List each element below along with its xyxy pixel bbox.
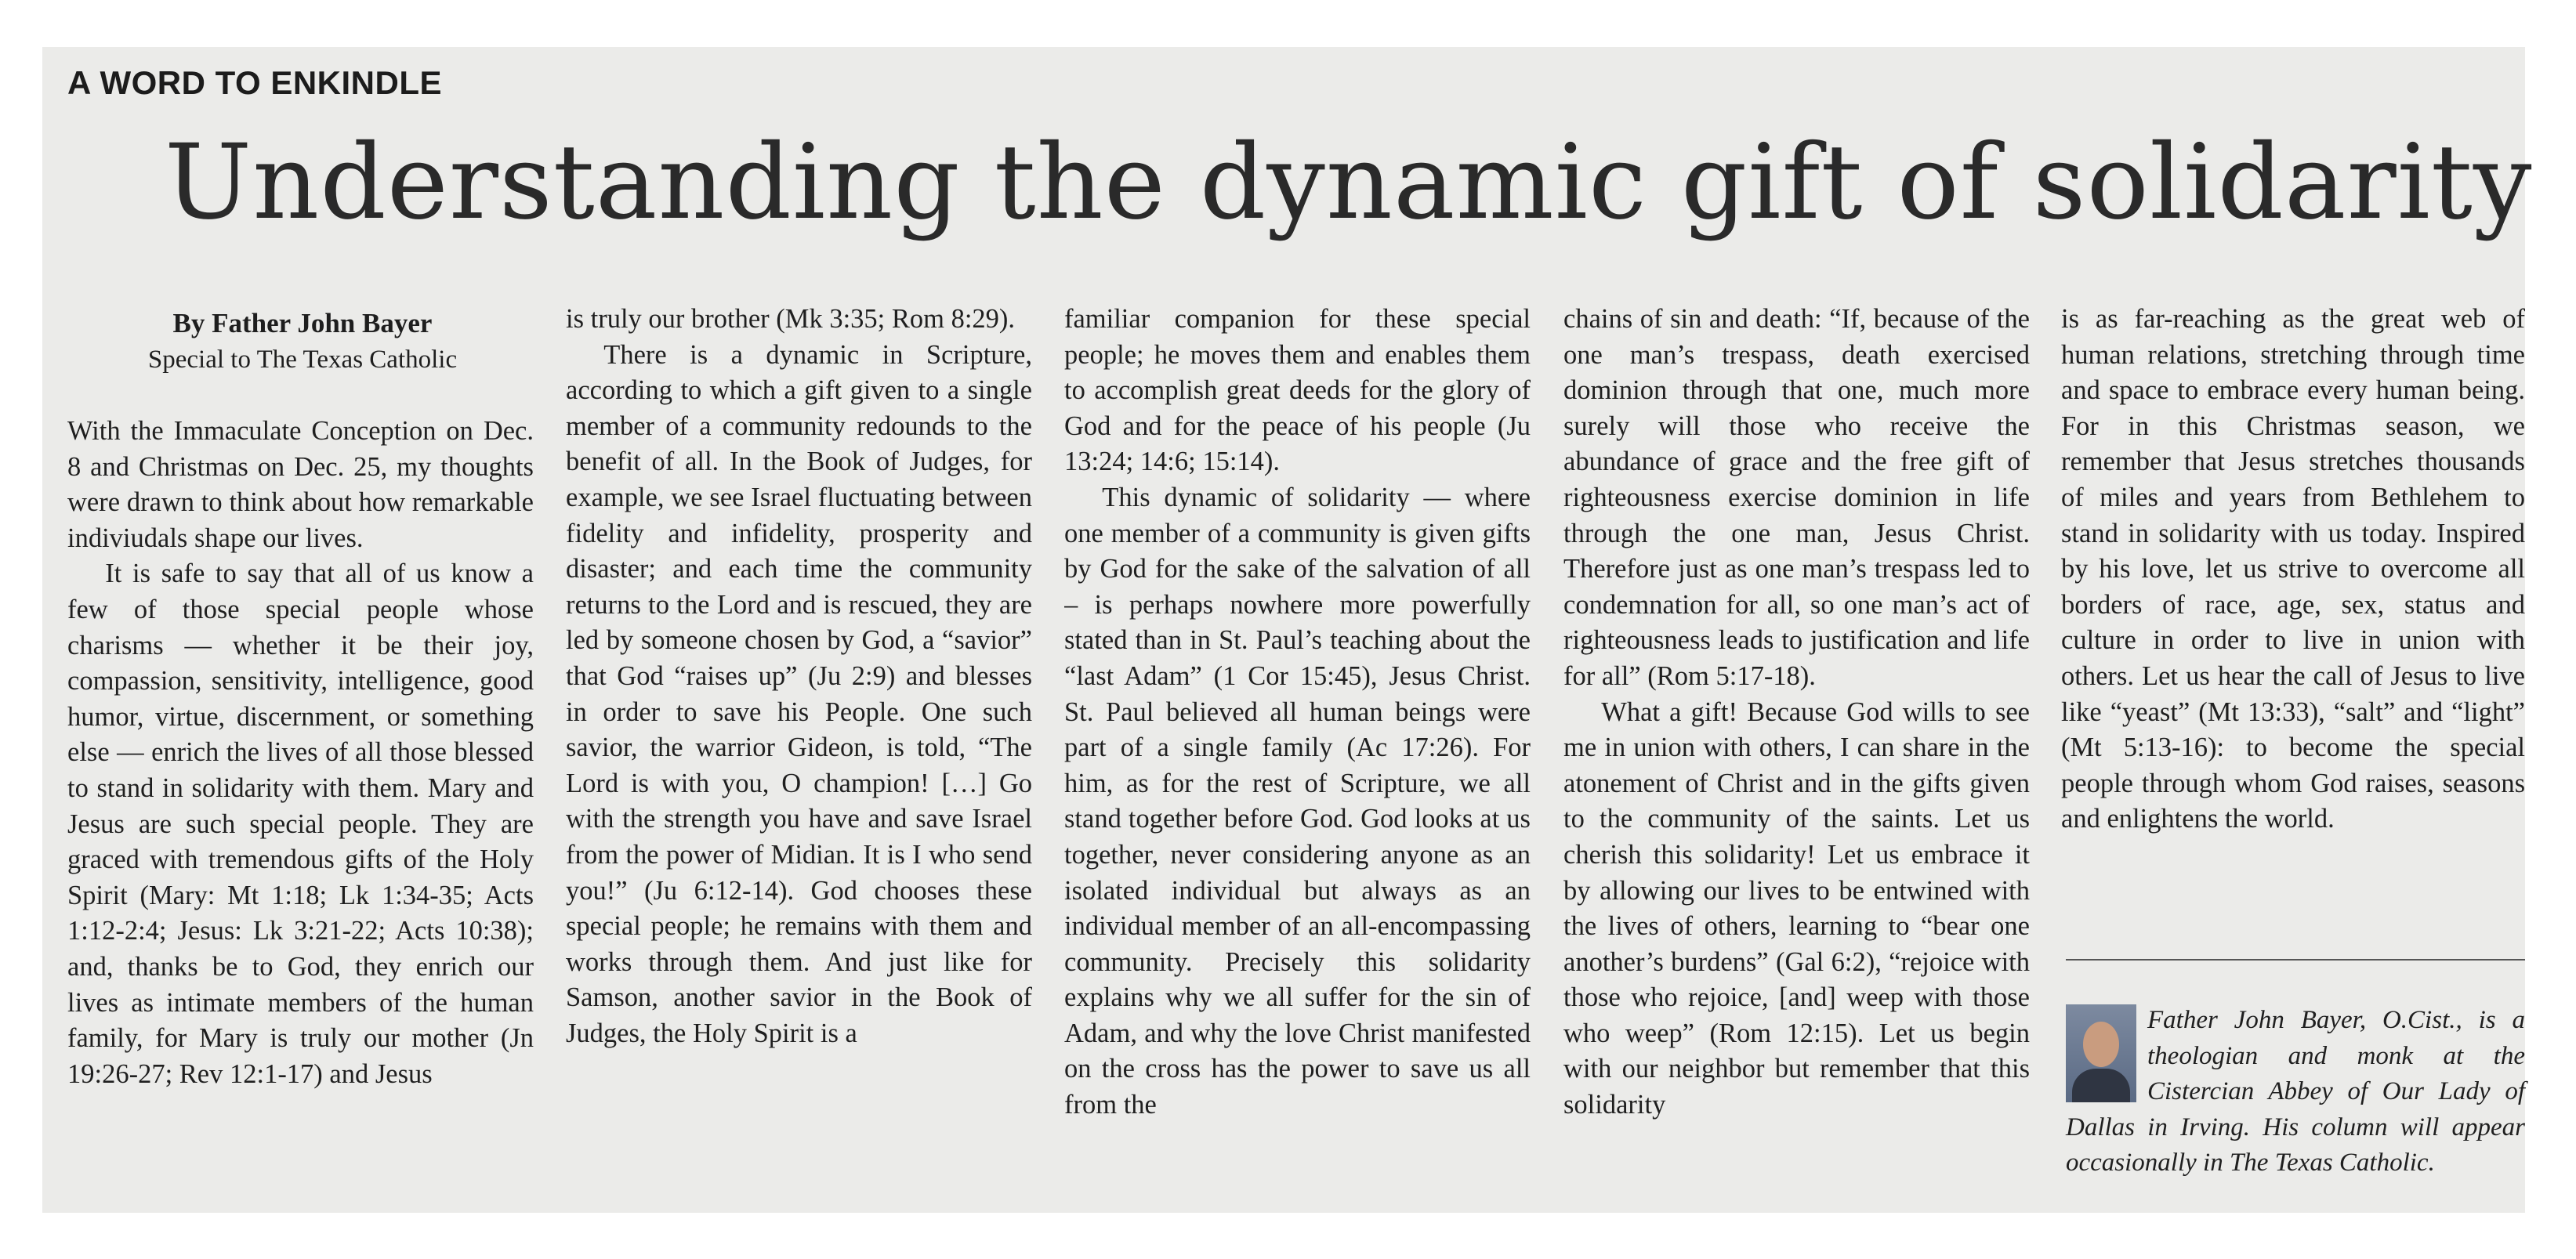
paragraph: This dynamic of solidarity — where one member of a community is given gifts by God for the sake of the salvation of all – is perhaps nowhere more powerfully stated than in St. Paul’s teaching about the “last Adam” (1 Cor 15:45), Jesus Christ. St. Paul believed all human beings were part of a single family (Ac 17:26). For him, as for the rest of Scripture, we all stand together before God. God looks at us together, never considering anyone as an isolated individual but always as an individual member of an all-encompassing community. Precisely this solidarity explains why we all suffer for the sin of Adam, and why the love Christ manifested on the cross has the power to save us all from the (1064, 482, 1531, 1120)
divider (2066, 959, 2525, 961)
author-bio-text: Father John Bayer, O.Cist., is a theologian and monk at the Cistercian Abbey of Our Lady of Dallas in Irving. His column will appear occasionally in The Texas Catholic. (2066, 1006, 2525, 1178)
article-column-4 (1563, 302, 2030, 1203)
photo-spacer (2066, 1003, 2147, 1106)
byline (67, 306, 538, 378)
paragraph: familiar companion for these special people; he moves them and enables them to accomplish great deeds for the glory of God and for the peace of his people (Ju 13:24; 14:6; 15:14). (1064, 304, 1531, 477)
paragraph: With the Immaculate Conception on Dec. 8 and Christmas on Dec. 25, my thoughts were drawn to think about how remarkable indiviudals shape our lives. (67, 416, 534, 553)
paragraph: is as far-reaching as the great web of human relations, stretching through time and space to embrace every human being. For in this Christmas season, we remember that Jesus stretches thousands of miles and years from Bethlehem to stand in solidarity with us today. Inspired by his love, let us strive to overcome all borders of race, age, sex, status and culture in order to live in union with others. Let us hear the call of Jesus to live like “yeast” (Mt 13:33), “salt” and “light” (Mt 5:13-16): to become the special people through whom God raises, seasons and enlightens the world. (2061, 304, 2525, 834)
paragraph: chains of sin and death: “If, because of the one man’s trespass, death exercised dominion through that one, much more surely will those who receive the abundance of grace and the free gift of righteousness exercise dominion in life through the one man, Jesus Christ. Therefore just as one man’s trespass led to condemnation for all, so one man’s act of righteousness leads to justification and life for all” (Rom 5:17-18). (1563, 304, 2030, 691)
section-label: A WORD TO ENKINDLE (67, 64, 442, 101)
article-column-3 (1064, 302, 1531, 1203)
paragraph: It is safe to say that all of us know a few of those special people whose charisms — whether it be their joy, compassion, sensitivity, intelligence, good humor, virtue, discernment, or something else — enrich the lives of all those blessed to stand in solidarity with them. Mary and Jesus are such special people. They are graced with tremendous gifts of the Holy Spirit (Mary: Mt 1:18; Lk 1:34-35; Acts 1:12-2:4; Jesus: Lk 3:21-22; Acts 10:38); and, thanks be to God, they enrich our lives as intimate members of the human family, for Mary is truly our mother (Jn 19:26-27; Rev 12:1-17) and Jesus (67, 559, 534, 1089)
byline-affiliation: Special to The Texas Catholic (147, 346, 458, 374)
article-column-5 (2061, 302, 2525, 928)
article-column-1 (67, 414, 534, 1205)
paragraph: is truly our brother (Mk 3:35; Rom 8:29). (566, 304, 1016, 334)
article-column-2 (566, 302, 1032, 1203)
headline: Understanding the dynamic gift of solidarity (165, 122, 2533, 243)
author-bio (2066, 1003, 2525, 1181)
paragraph: What a gift! Because God wills to see me in union with others, I can share in the atonement of Christ and in the gifts given to the community of the saints. Let us cherish this solidarity! Let us embrace it by allowing our lives to be entwined with the lives of others, learning to “bear one another’s burdens” (Gal 6:2), “rejoice with those who rejoice, [and] weep with those who weep” (Rom 12:15). Let us begin with our neighbor but remember that this solidarity (1563, 696, 2030, 1120)
byline-author: By Father John Bayer (172, 308, 433, 338)
paragraph: There is a dynamic in Scripture, according to which a gift given to a single member of a community redounds to the benefit of all. In the Book of Judges, for example, we see Israel fluctuating between fidelity and infidelity, prosperity and disaster; and each time the community returns to the Lord and is rescued, they are led by someone chosen by God, a “savior” that God “raises up” (Ju 2:9) and blesses in order to save his People. One such savior, the warrior Gideon, is told, “The Lord is with you, O champion! […] Go with the strength you have and save Israel from the power of Midian. It is I who send you!” (Ju 6:12-14). God chooses these special people; he remains with them and works through them. And just like for Samson, another savior in the Book of Judges, the Holy Spirit is a (566, 339, 1032, 1048)
